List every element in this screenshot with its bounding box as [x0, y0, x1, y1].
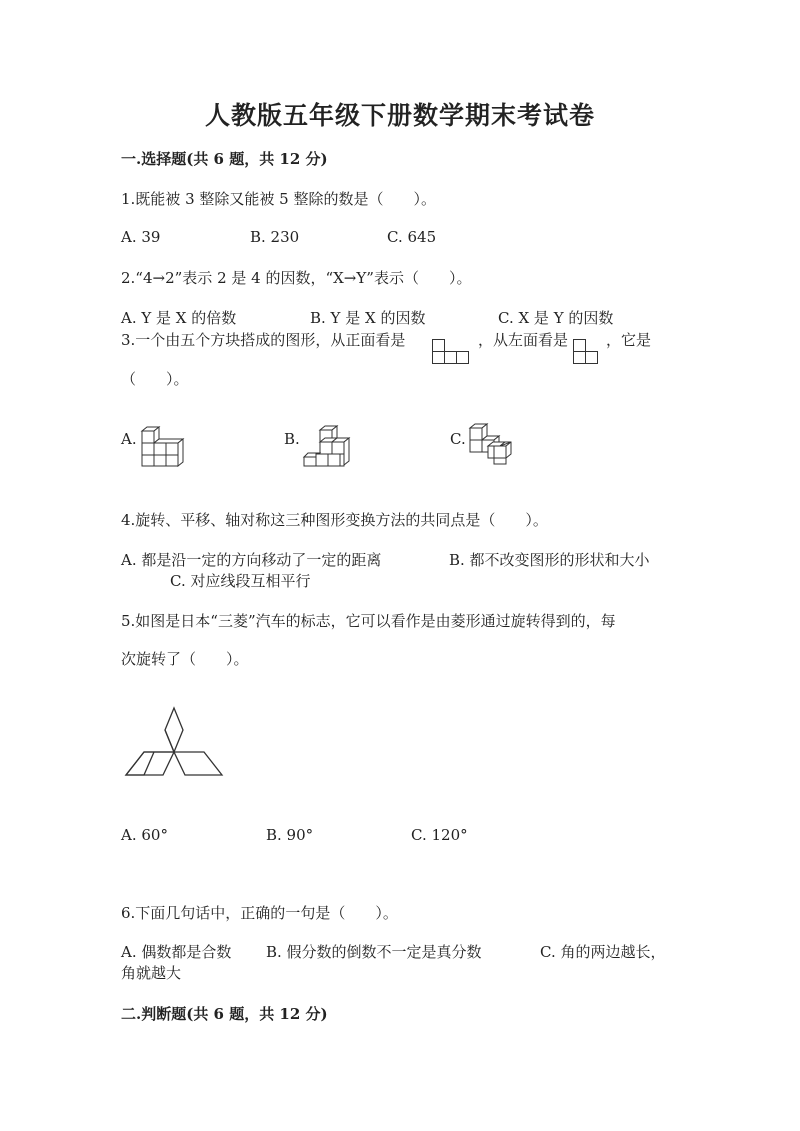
question-3-stem-part1: 3.一个由五个方块搭成的图形，从正面看是 — [121, 331, 406, 349]
question-2-option-a[interactable]: A. Y 是 X 的倍数 — [121, 309, 237, 327]
question-6-option-c-continued: 角就越大 — [121, 964, 182, 982]
question-5-option-a[interactable]: A. 60° — [121, 826, 168, 844]
question-2-stem: 2.“4→2”表示 2 是 4 的因数，“X→Y”表示（ ）。 — [121, 269, 472, 287]
question-1-option-b[interactable]: B. 230 — [250, 228, 300, 246]
question-5-option-b[interactable]: B. 90° — [266, 826, 314, 844]
question-4-stem: 4.旋转、平移、轴对称这三种图形变换方法的共同点是（ ）。 — [121, 511, 548, 529]
question-3-option-c[interactable]: C. — [450, 430, 466, 448]
question-3-option-b[interactable]: B. — [284, 430, 300, 448]
page-title: 人教版五年级下册数学期末考试卷 — [204, 101, 595, 130]
question-1-option-c[interactable]: C. 645 — [387, 228, 437, 246]
section-heading-choice: 一.选择题(共 6 题，共 12 分) — [121, 150, 328, 168]
front-view-icon — [432, 339, 472, 365]
cube-option-c-icon[interactable] — [466, 424, 518, 468]
question-1-stem: 1.既能被 3 整除又能被 5 整除的数是（ ）。 — [121, 190, 436, 208]
question-3-stem-part4: （ ）。 — [121, 370, 189, 388]
mitsubishi-logo-icon — [124, 706, 224, 778]
cube-option-b-icon[interactable] — [300, 426, 352, 468]
question-4-option-c[interactable]: C. 对应线段互相平行 — [170, 572, 311, 590]
question-6-option-c[interactable]: C. 角的两边越长， — [540, 943, 666, 961]
question-6-option-b[interactable]: B. 假分数的倒数不一定是真分数 — [266, 943, 482, 961]
question-2-option-c[interactable]: C. X 是 Y 的因数 — [498, 309, 614, 327]
question-3-stem-part3: ，它是 — [606, 331, 652, 349]
question-5-stem-line1: 5.如图是日本“三菱”汽车的标志，它可以看作是由菱形通过旋转得到的，每 — [121, 612, 616, 630]
question-3-option-a[interactable]: A. — [121, 430, 137, 448]
question-5-option-c[interactable]: C. 120° — [411, 826, 468, 844]
question-2-option-b[interactable]: B. Y 是 X 的因数 — [310, 309, 426, 327]
question-6-stem: 6.下面几句话中，正确的一句是（ ）。 — [121, 904, 398, 922]
section-heading-judgment: 二.判断题(共 6 题，共 12 分) — [121, 1005, 328, 1023]
question-5-stem-line2: 次旋转了（ ）。 — [121, 650, 249, 668]
left-view-icon — [573, 339, 601, 365]
question-4-option-a[interactable]: A. 都是沿一定的方向移动了一定的距离 — [121, 551, 382, 569]
question-4-option-b[interactable]: B. 都不改变图形的形状和大小 — [449, 551, 650, 569]
question-3-stem-part2: ，从左面看是 — [478, 331, 569, 349]
question-1-option-a[interactable]: A. 39 — [121, 228, 161, 246]
question-6-option-a[interactable]: A. 偶数都是合数 — [121, 943, 232, 961]
cube-option-a-icon[interactable] — [138, 428, 188, 468]
